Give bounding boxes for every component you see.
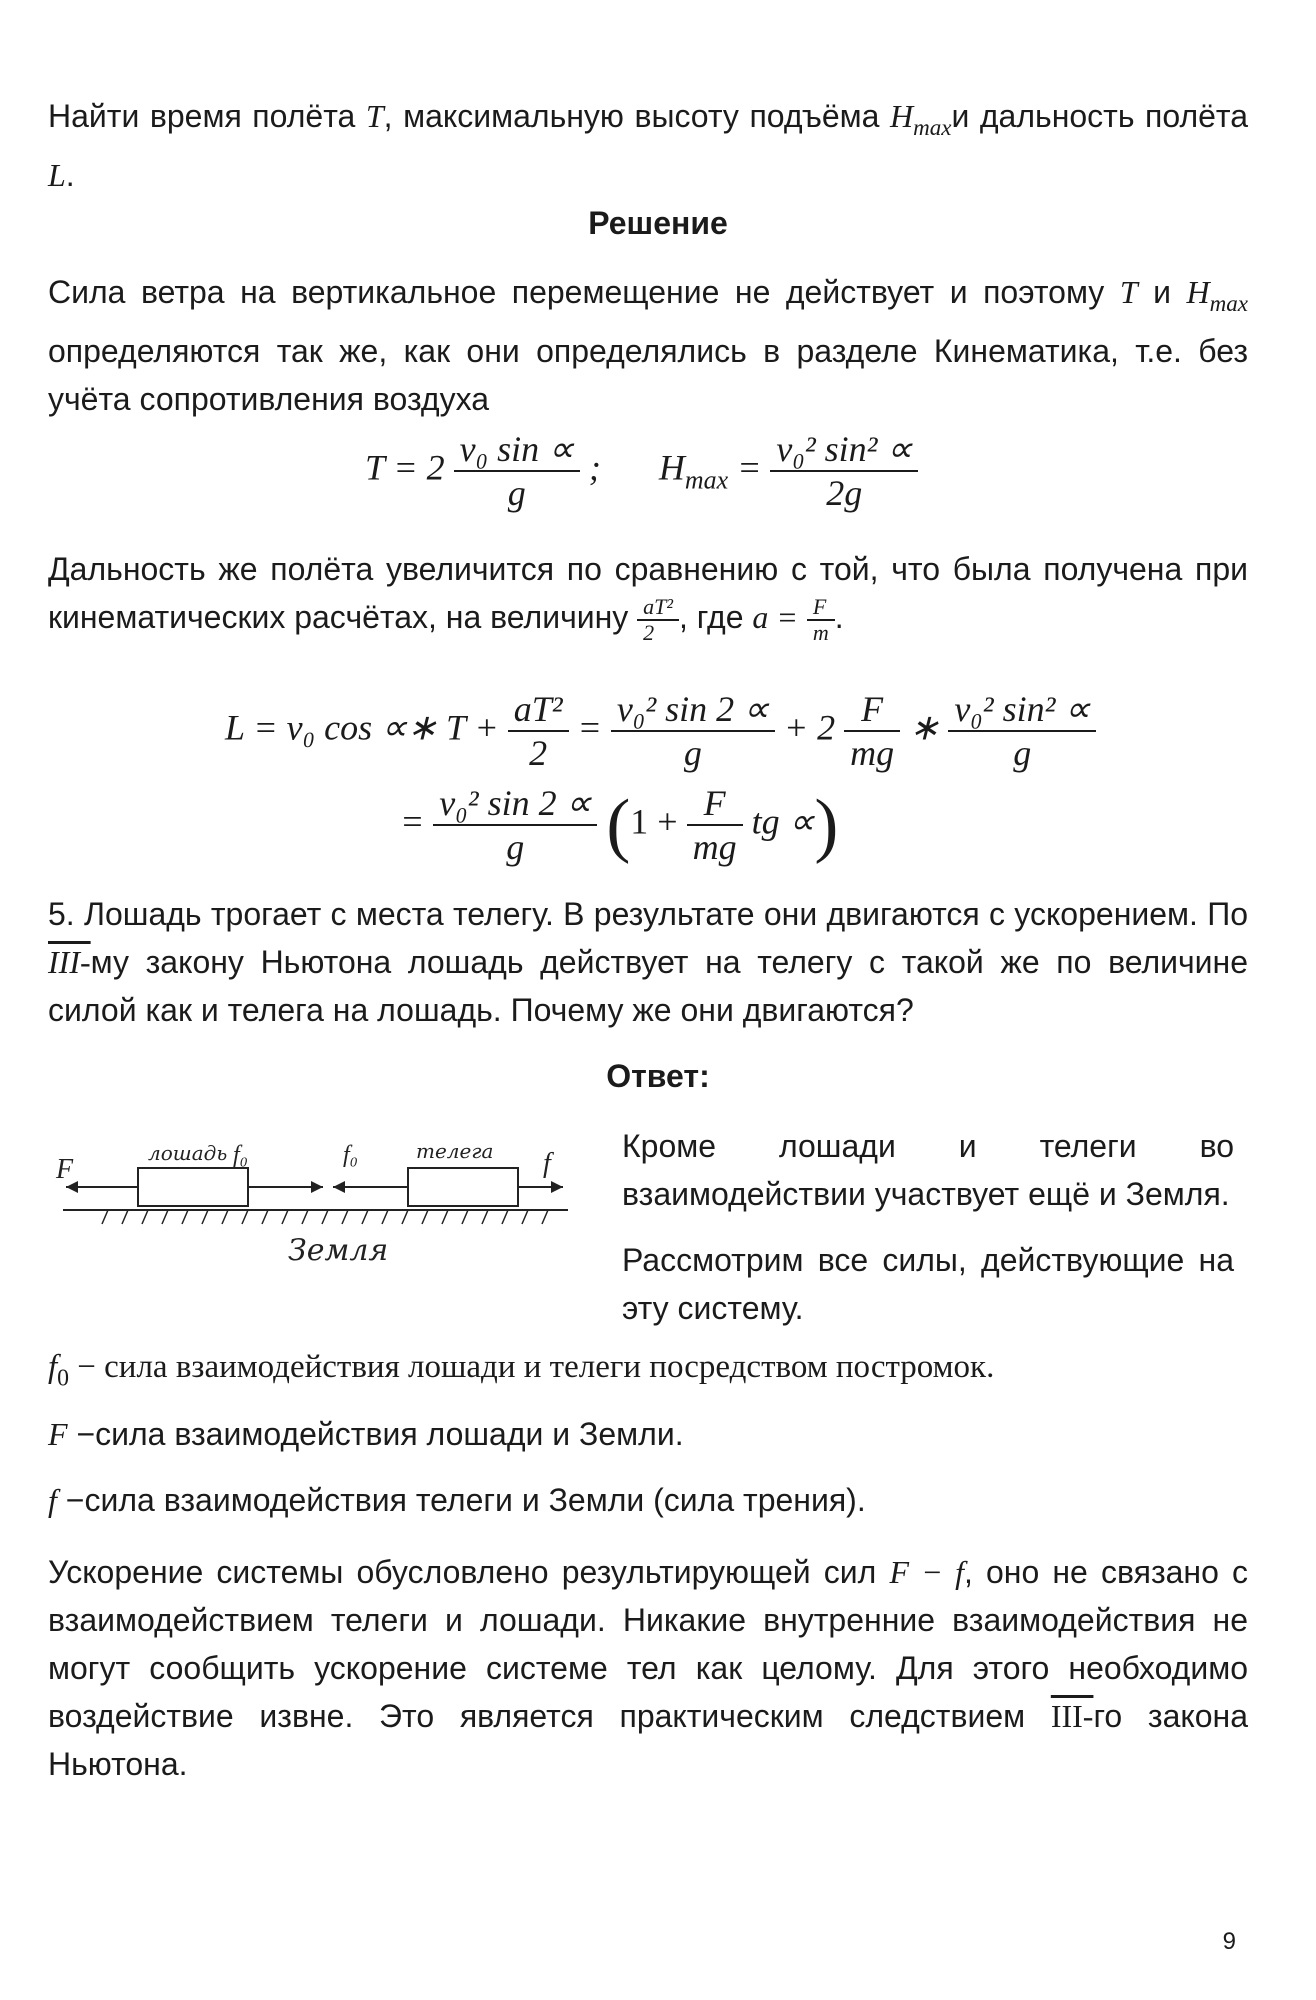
range-paragraph: Дальность же полёта увеличится по сравнению с той, что была получена при кинематических расчётах, на величину $\frac{\text{aT²}}{2}$ , где a = $\frac{F}{m}$ . <box>48 551 1248 645</box>
ground-hatching <box>102 1210 548 1224</box>
fraction: $\frac{\text{aT²}}{2}$ <box>637 595 679 645</box>
horse-block <box>138 1168 248 1206</box>
page-number: 9 <box>1222 1928 1236 1955</box>
fraction: $\frac{\text{v₀² sin 2 ∝}}{g}$ <box>433 782 597 868</box>
cart-block <box>408 1168 518 1206</box>
answer-heading: Ответ: <box>606 1058 710 1094</box>
fraction: $\frac{F}{mg}$ <box>844 688 900 774</box>
answer-text-1: Кроме лошади и телеги во взаимодействии участвует ещё и Земля. <box>622 1128 1234 1212</box>
definition-f: f −сила взаимодействия телеги и Земли (сила трения). <box>48 1482 866 1518</box>
conclusion-paragraph: Ускорение системы обусловлено результирующей сил F − f, оно не связано с взаимодействием телеги и лошади. Никакие внутренние взаимодействия не могут сообщить ускорение системе тел как целому. Для этого необходимо воздействие извне. Это является практическим следствием III-го закона Ньютона. <box>48 1554 1248 1782</box>
arrowhead-f <box>551 1181 563 1193</box>
arrowhead-f0-horse <box>311 1181 323 1193</box>
answer-text-2: Рассмотрим все силы, действующие на эту систему. <box>622 1242 1234 1326</box>
label-cart: телега <box>416 1139 494 1163</box>
fraction: $\frac{F}{m}$ <box>807 595 835 645</box>
definition-f0: $f_0$ − сила взаимодействия лошади и телеги посредством постромок. <box>48 1349 995 1392</box>
force-diagram <box>38 1120 598 1280</box>
label-earth: Земля <box>288 1233 389 1268</box>
equation-range: L = v₀ cos ∝∗ T + $\frac{\text{aT²}}{2}$ = $\frac{\text{v₀² sin 2 ∝}}{g}$ + 2 $\frac{F}{mg}$ ∗ $\frac{\text{v₀² sin² ∝}}{g}$ <box>225 688 1096 774</box>
arrowhead-f0-cart <box>333 1181 345 1193</box>
intro-paragraph: Найти время полёта T, максимальную высоту подъёма $H_{max}и$ дальность полёта L. <box>48 98 1249 194</box>
label-f0-cart: f₀ <box>343 1142 359 1168</box>
fraction: $\frac{\text{v₀² sin² ∝}}{2g}$ <box>770 428 918 514</box>
definition-F: F −сила взаимодействия лошади и Земли. <box>48 1416 684 1452</box>
solution-paragraph: Сила ветра на вертикальное перемещение не действует и поэтому T и $H_{max}$ определяются так же, как они определялись в разделе Кинематика, т.е. без учёта сопротивления воздуха <box>48 274 1249 418</box>
fraction: $\frac{\text{v₀² sin 2 ∝}}{g}$ <box>611 688 775 774</box>
equation-time-height: T = 2 $\frac{\text{v₀ sin ∝}}{g}$ ; $H_{max}$ = $\frac{\text{v₀² sin² ∝}}{2g}$ <box>365 428 918 514</box>
fraction: $\frac{F}{mg}$ <box>687 782 743 868</box>
label-horse: лошадь <box>148 1141 228 1165</box>
label-F: F <box>56 1154 74 1185</box>
label-f0-horse: f₀ <box>233 1142 249 1168</box>
fraction: $\frac{\text{aT²}}{2}$ <box>508 688 569 774</box>
fraction: $\frac{\text{v₀ sin ∝}}{g}$ <box>454 428 580 514</box>
equation-range-simplified: = $\frac{\text{v₀² sin 2 ∝}}{g}$ (1 + $\frac{F}{mg}$ tg ∝) <box>400 783 839 867</box>
problem-5-paragraph: 5. Лошадь трогает с места телегу. В результате они двигаются с ускорением. По III-му закону Ньютона лошадь действует на телегу с такой же по величине силой как и телега на лошадь. Почему же они двигаются? <box>48 896 1248 1028</box>
solution-heading: Решение <box>588 205 728 241</box>
label-f: f <box>543 1148 551 1179</box>
fraction: $\frac{\text{v₀² sin² ∝}}{g}$ <box>948 688 1096 774</box>
